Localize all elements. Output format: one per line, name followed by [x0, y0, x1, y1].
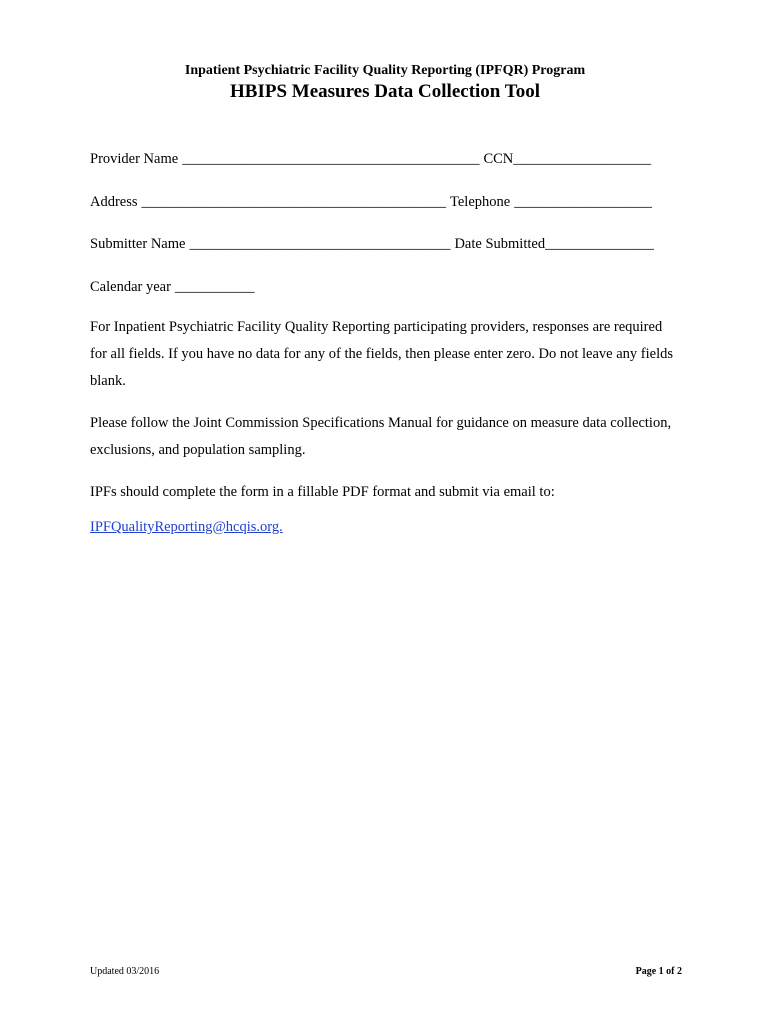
submitter-name-label: Submitter Name [90, 236, 186, 252]
instruction-paragraph-2: Please follow the Joint Commission Specifications Manual for guidance on measure data collection, exclusions, and population sampling. [90, 415, 672, 458]
provider-name-label: Provider Name [90, 151, 179, 167]
provider-ccn-row [90, 150, 680, 168]
date-submitted-field[interactable]: _______________ [545, 236, 654, 252]
instruction-paragraph-1: For Inpatient Psychiatric Facility Quality Reporting participating providers, responses are required for all fields. If you have no data for any of the fields, then please enter zero. Do not leave any fields blank. [90, 319, 674, 389]
updated-date: Updated 03/2016 [90, 966, 160, 977]
instruction-paragraph-3: IPFs should complete the form in a fillable PDF format and submit via email to: [90, 484, 555, 500]
ccn-field[interactable]: ___________________ [513, 151, 652, 167]
address-field[interactable]: __________________________________________ [141, 194, 447, 210]
document-title: HBIPS Measures Data Collection Tool [230, 81, 540, 102]
document-header [0, 62, 770, 104]
telephone-label: Telephone [450, 194, 511, 210]
email-row [90, 514, 680, 541]
calendar-year-row [90, 278, 680, 296]
submitter-date-row [90, 235, 680, 253]
email-link[interactable]: IPFQualityReporting@hcqis.org. [90, 519, 283, 535]
telephone-field[interactable]: ___________________ [514, 194, 652, 210]
date-submitted-label: Date Submitted [454, 236, 546, 252]
provider-name-field[interactable]: _________________________________________ [182, 151, 480, 167]
submitter-name-field[interactable]: ____________________________________ [189, 236, 451, 252]
calendar-year-field[interactable]: ___________ [174, 279, 255, 295]
ccn-label: CCN [483, 151, 514, 167]
calendar-year-label: Calendar year [90, 279, 171, 295]
program-name: Inpatient Psychiatric Facility Quality Reporting (IPFQR) Program [184, 63, 586, 78]
address-telephone-row [90, 193, 680, 211]
page-number: Page 1 of 2 [635, 966, 682, 977]
address-label: Address [90, 194, 138, 210]
